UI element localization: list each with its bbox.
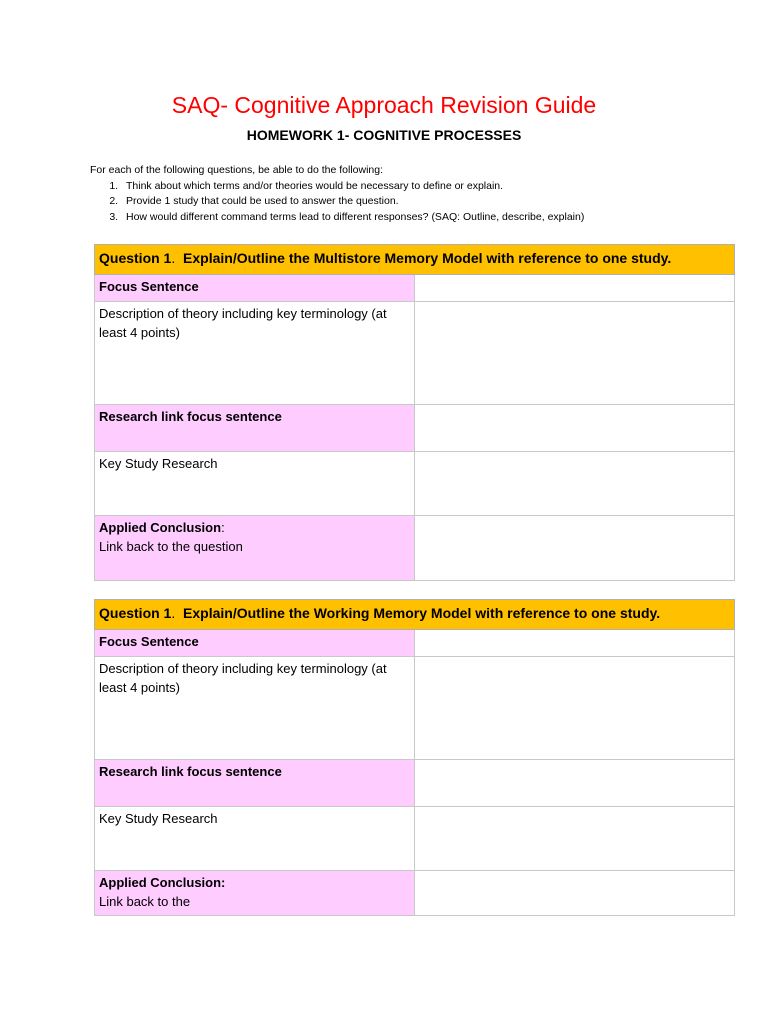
applied-conclusion-answer[interactable] [415, 871, 735, 916]
description-answer[interactable] [415, 302, 735, 405]
question-header [95, 245, 735, 275]
key-study-label: Key Study Research [95, 807, 415, 871]
research-link-label: Research link focus sentence [95, 760, 415, 807]
focus-sentence-label: Focus Sentence [95, 275, 415, 302]
question-2-table [94, 599, 735, 916]
description-label: Description of theory including key terminology (at least 4 points) [95, 302, 415, 405]
focus-sentence-label: Focus Sentence [95, 630, 415, 657]
applied-conclusion-title: Applied Conclusion [99, 520, 222, 535]
research-link-answer[interactable] [415, 405, 735, 452]
key-study-label: Key Study Research [95, 452, 415, 516]
question-1-table [94, 244, 735, 581]
applied-conclusion-answer[interactable] [415, 516, 735, 581]
description-label: Description of theory including key terminology (at least 4 points) [95, 657, 415, 760]
question-number: Question 1 [99, 250, 172, 266]
question-header [95, 600, 735, 630]
question-separator: . [171, 250, 176, 266]
document-title: SAQ- Cognitive Approach Revision Guide [171, 92, 597, 118]
applied-conclusion-title: Applied Conclusion: [99, 875, 226, 890]
question-text: Explain/Outline the Working Memory Model with reference to one study. [183, 605, 661, 621]
question-number: Question 1 [99, 605, 172, 621]
instruction-item: 1. Think about which terms and/or theories would be necessary to define or explain. [121, 179, 584, 195]
applied-conclusion-colon: : [221, 520, 225, 535]
applied-conclusion-label [95, 871, 415, 916]
applied-conclusion-hint: Link back to the [99, 894, 191, 909]
key-study-answer[interactable] [415, 452, 735, 516]
focus-sentence-answer[interactable] [415, 630, 735, 657]
instruction-item: 3. How would different command terms lead to different responses? (SAQ: Outline, describe, explain) [121, 210, 584, 226]
focus-sentence-answer[interactable] [415, 275, 735, 302]
question-text: Explain/Outline the Multistore Memory Model with reference to one study. [183, 250, 672, 266]
description-answer[interactable] [415, 657, 735, 760]
key-study-answer[interactable] [415, 807, 735, 871]
instructions [90, 163, 584, 225]
instructions-list [90, 179, 584, 226]
research-link-label: Research link focus sentence [95, 405, 415, 452]
question-separator: . [171, 605, 176, 621]
applied-conclusion-label [95, 516, 415, 581]
instruction-item: 2. Provide 1 study that could be used to answer the question. [121, 194, 584, 210]
instructions-lead: For each of the following questions, be able to do the following: [90, 164, 384, 176]
homework-subtitle: HOMEWORK 1- COGNITIVE PROCESSES [246, 127, 522, 143]
applied-conclusion-hint: Link back to the question [99, 539, 243, 554]
research-link-answer[interactable] [415, 760, 735, 807]
